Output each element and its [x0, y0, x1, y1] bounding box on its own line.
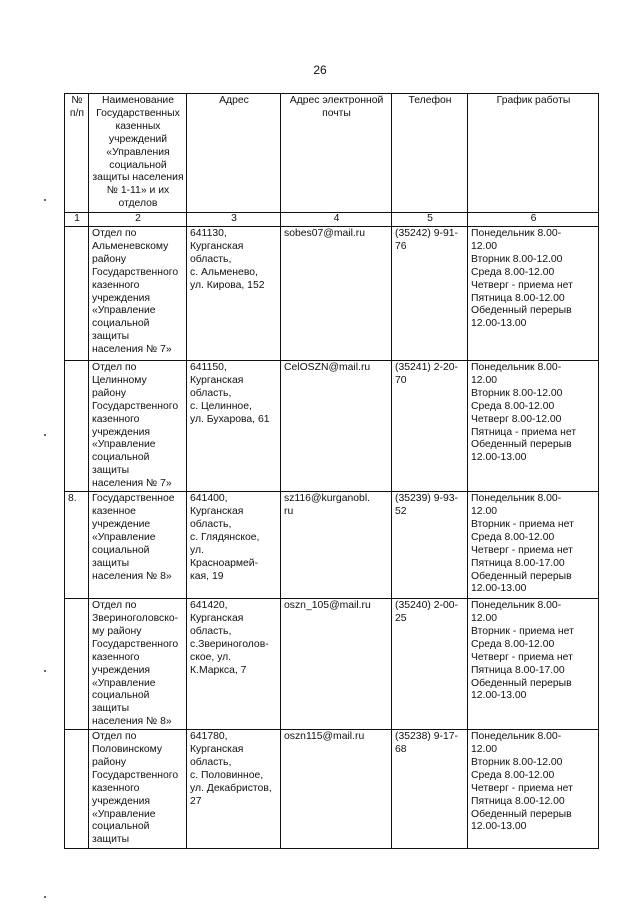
header-row — [65, 94, 599, 213]
column-number: 4 — [281, 213, 392, 227]
column-number: 1 — [65, 213, 89, 227]
margin-mark — [44, 896, 46, 898]
office-email: CelOSZN@mail.ru — [281, 361, 392, 492]
office-schedule: Понедельник 8.00- 12.00 Вторник - приема нет Среда 8.00-12.00 Четверг - приема нет Пятница 8.00-17.00 Обеденный перерыв 12.00-13.00 — [468, 492, 599, 599]
office-schedule: Понедельник 8.00- 12.00 Вторник 8.00-12.00 Среда 8.00-12.00 Четверг - приема нет Пятница 8.00-12.00 Обеденный перерыв 12.00-13.00 — [468, 730, 599, 849]
office-name: Отдел по Целинному району Государственного казенного учреждения «Управление социальной защиты населения № 7» — [89, 361, 187, 492]
office-phone: (35239) 9-93- 52 — [392, 492, 468, 599]
table-row — [65, 599, 599, 730]
column-number: 2 — [89, 213, 187, 227]
office-name: Отдел по Половинскому району Государственного казенного учреждения «Управление социальной защиты — [89, 730, 187, 849]
table-row — [65, 227, 599, 361]
office-email: oszn_105@mail.ru — [281, 599, 392, 730]
header-schedule: График работы — [468, 94, 599, 213]
office-address: 641130, Курганская область, с. Альменево, ул. Кирова, 152 — [187, 227, 281, 361]
header-address: Адрес — [187, 94, 281, 213]
table-row — [65, 361, 599, 492]
office-email: sz116@kurganobl. ru — [281, 492, 392, 599]
office-schedule: Понедельник 8.00- 12.00 Вторник 8.00-12.00 Среда 8.00-12.00 Четверг 8.00-12.00 Пятница - приема нет Обеденный перерыв 12.00-13.00 — [468, 361, 599, 492]
row-no — [65, 599, 89, 730]
page-number: 26 — [313, 63, 327, 77]
margin-mark — [44, 199, 46, 201]
office-schedule: Понедельник 8.00- 12.00 Вторник - приема нет Среда 8.00-12.00 Четверг - приема нет Пятница 8.00-17.00 Обеденный перерыв 12.00-13.00 — [468, 599, 599, 730]
office-email: oszn115@mail.ru — [281, 730, 392, 849]
column-number: 5 — [392, 213, 468, 227]
row-no — [65, 361, 89, 492]
offices-table — [64, 93, 599, 849]
office-name: Отдел по Звериноголовско- му району Государственного казенного учреждения «Управление социальной защиты населения № 8» — [89, 599, 187, 730]
header-name: Наименование Государственных казенных учреждений «Управления социальной защиты населения № 1-11» и их отделов — [89, 94, 187, 213]
row-no — [65, 730, 89, 849]
office-phone: (35241) 2-20- 70 — [392, 361, 468, 492]
header-email: Адрес электронной почты — [281, 94, 392, 213]
office-phone: (35238) 9-17- 68 — [392, 730, 468, 849]
office-email: sobes07@mail.ru — [281, 227, 392, 361]
office-phone: (35240) 2-00- 25 — [392, 599, 468, 730]
header-no: № п/п — [65, 94, 89, 213]
office-address: 641780, Курганская область, с. Половинное, ул. Декабристов, 27 — [187, 730, 281, 849]
column-number-row — [65, 213, 599, 227]
margin-mark — [44, 434, 46, 436]
office-name: Отдел по Альменевскому району Государственного казенного учреждения «Управление социальной защиты населения № 7» — [89, 227, 187, 361]
office-address: 641150, Курганская область, с. Целинное, ул. Бухарова, 61 — [187, 361, 281, 492]
office-phone: (35242) 9-91- 76 — [392, 227, 468, 361]
header-phone: Телефон — [392, 94, 468, 213]
row-no: 8. — [65, 492, 89, 599]
office-name: Государственное казенное учреждение «Управление социальной защиты населения № 8» — [89, 492, 187, 599]
office-address: 641420, Курганская область, с.Звериноголов- ское, ул. К.Маркса, 7 — [187, 599, 281, 730]
office-address: 641400, Курганская область, с. Глядянское, ул. Красноармей- кая, 19 — [187, 492, 281, 599]
office-schedule: Понедельник 8.00- 12.00 Вторник 8.00-12.00 Среда 8.00-12.00 Четверг - приема нет Пятница 8.00-12.00 Обеденный перерыв 12.00-13.00 — [468, 227, 599, 361]
row-no — [65, 227, 89, 361]
column-number: 3 — [187, 213, 281, 227]
table-row — [65, 492, 599, 599]
table-row — [65, 730, 599, 849]
column-number: 6 — [468, 213, 599, 227]
margin-mark — [44, 670, 46, 672]
